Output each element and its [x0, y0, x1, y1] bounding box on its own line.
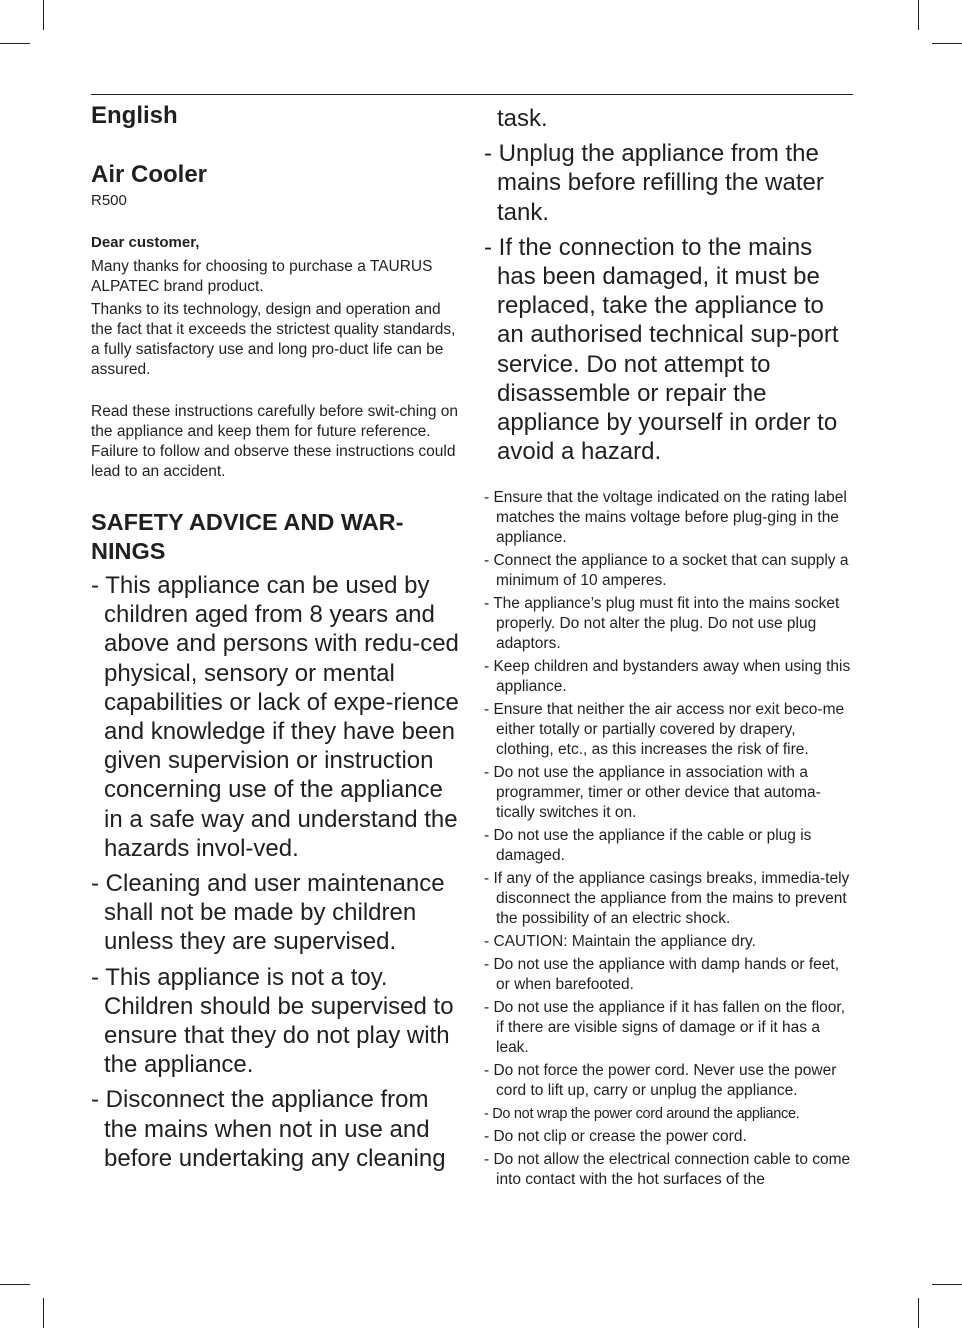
crop-mark [918, 1298, 919, 1328]
intro-paragraph: Thanks to its technology, design and operation and the fact that it exceeds the strictest quality standards, a fully satisfactory use and long pro-duct life can be assured. [91, 301, 456, 378]
safety-list-left [91, 571, 461, 1173]
list-item: - Unplug the appliance from the mains before refilling the water tank. [484, 140, 824, 226]
list-item: - Do not wrap the power cord around the appliance. [484, 1106, 800, 1123]
right-column [484, 100, 856, 1193]
list-item: - The appliance’s plug must fit into the mains socket properly. Do not alter the plug. Do not use plug adaptors. [484, 595, 840, 653]
crop-mark [932, 1284, 962, 1285]
greeting: Dear customer, [91, 234, 200, 251]
model-number: R500 [91, 192, 127, 209]
crop-mark [0, 1284, 30, 1285]
list-item: - This appliance is not a toy. Children should be supervised to ensure that they do not play with the appliance. [91, 963, 454, 1079]
list-item: - Do not force the power cord. Never use the power cord to lift up, carry or unplug the appliance. [484, 1062, 837, 1100]
safety-list-small [484, 488, 856, 1190]
top-rule [91, 94, 853, 95]
list-item: - Disconnect the appliance from the mains when not in use and before undertaking any cleaning [91, 1086, 446, 1172]
list-item: - Ensure that the voltage indicated on the rating label matches the mains voltage before plug-ging in the appliance. [484, 489, 847, 547]
crop-mark [918, 0, 919, 30]
intro-paragraph: Many thanks for choosing to purchase a TAURUS ALPATEC brand product. [91, 258, 433, 295]
safety-heading: SAFETY ADVICE AND WAR-NINGS [91, 509, 404, 564]
list-item: - If the connection to the mains has been damaged, it must be replaced, take the appliance to an authorised technical sup-port service. Do not attempt to disassemble or repair the appliance by yourself in order to avoid a hazard. [484, 233, 839, 466]
safety-list-right [484, 139, 856, 466]
crop-mark [43, 1298, 44, 1328]
list-item: - Ensure that neither the air access nor exit beco-me either totally or partially covered by drapery, clothing, etc., as this increases the risk of fire. [484, 701, 845, 759]
list-item: - Keep children and bystanders away when using this appliance. [484, 658, 851, 696]
list-item: - Do not clip or crease the power cord. [484, 1128, 747, 1146]
list-item: - Do not use the appliance if it has fallen on the floor, if there are visible signs of damage or if it has a leak. [484, 999, 846, 1057]
crop-mark [43, 0, 44, 30]
list-item: - This appliance can be used by children aged from 8 years and above and persons with redu-ced physical, sensory or mental capabilities or lack of expe-rience and knowledge if they have been given supervision or instruction concerning use of the appliance in a safe way and understand the hazards invol-ved. [91, 572, 459, 862]
left-column [91, 100, 461, 1179]
list-item: - Do not use the appliance in association with a programmer, timer or other device that automa-tically switches it on. [484, 764, 821, 822]
list-item: - Do not allow the electrical connection cable to come into contact with the hot surfaces of the [484, 1151, 851, 1189]
crop-mark [0, 43, 30, 44]
product-name: Air Cooler [91, 161, 208, 188]
intro-paragraph: Read these instructions carefully before swit-ching on the appliance and keep them for future reference. Failure to follow and observe these instructions could lead to an accident. [91, 403, 459, 480]
list-item: - Do not use the appliance if the cable or plug is damaged. [484, 827, 812, 865]
crop-mark [932, 43, 962, 44]
list-item-continuation: task. [497, 105, 548, 132]
language-title: English [91, 102, 178, 129]
list-item: - CAUTION: Maintain the appliance dry. [484, 933, 756, 951]
list-item: - Cleaning and user maintenance shall not be made by children unless they are supervised. [91, 870, 445, 956]
list-item: - Connect the appliance to a socket that can supply a minimum of 10 amperes. [484, 552, 849, 590]
list-item: - If any of the appliance casings breaks, immedia-tely disconnect the appliance from the mains to prevent the possibility of an electric shock. [484, 870, 850, 928]
list-item: - Do not use the appliance with damp hands or feet, or when barefooted. [484, 956, 839, 994]
